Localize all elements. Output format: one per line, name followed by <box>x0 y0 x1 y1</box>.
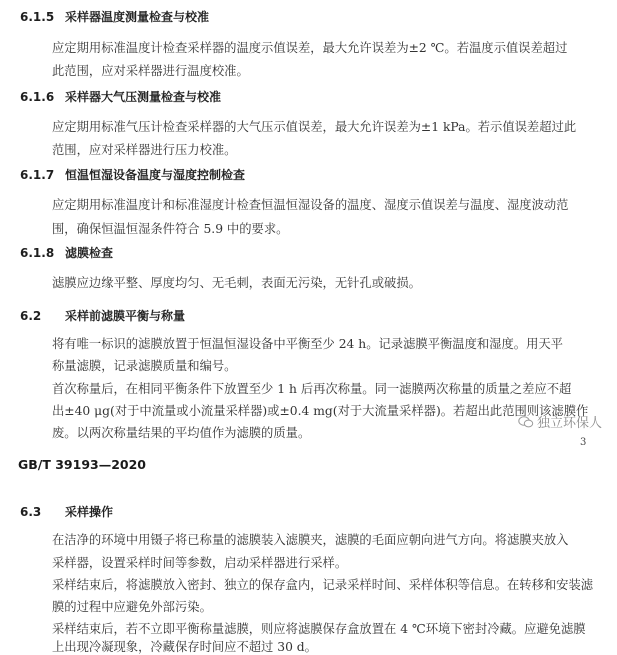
paragraph-line: 应定期用标准温度计和标准湿度计检查恒温恒湿设备的温度、湿度示值误差与温度、湿度波动范 <box>52 198 569 212</box>
paragraph-line: 废。以两次称量结果的平均值作为滤膜的质量。 <box>52 426 311 440</box>
section-title: 滤膜检查 <box>65 246 114 260</box>
paragraph-line: 采样结束后，若不立即平衡称量滤膜，则应将滤膜保存盒放置在 4 ℃环境下密封冷藏。应避免滤膜 <box>52 622 586 636</box>
paragraph-line: 上出现冷凝现象，冷藏保存时间应不超过 30 d。 <box>52 640 317 654</box>
section-title: 采样前滤膜平衡与称量 <box>65 309 186 323</box>
section-heading-6-2 <box>20 307 185 324</box>
paragraph-line: 采样结束后，将滤膜放入密封、独立的保存盒内，记录采样时间、采样体积等信息。在转移和安装滤 <box>52 578 594 592</box>
watermark-text: 独立环保人 <box>537 416 603 431</box>
section-heading-6-1-5 <box>20 8 209 25</box>
paragraph-line: 应定期用标准温度计检查采样器的温度示值误差，最大允许误差为±2 ℃。若温度示值误差超过 <box>52 41 568 55</box>
section-title: 恒温恒湿设备温度与湿度控制检查 <box>65 168 246 182</box>
paragraph-line: 将有唯一标识的滤膜放置于恒温恒湿设备中平衡至少 24 h。记录滤膜平衡温度和湿度。用天平 <box>52 337 563 351</box>
paragraph-line: 首次称量后，在相同平衡条件下放置至少 1 h 后再次称量。同一滤膜两次称量的质量之差应不超 <box>52 382 572 396</box>
page-number: 3 <box>580 437 587 448</box>
paragraph-line: 在洁净的环境中用镊子将已称量的滤膜装入滤膜夹，滤膜的毛面应朝向进气方向。将滤膜夹放入 <box>52 533 569 547</box>
paragraph-line: 滤膜应边缘平整、厚度均匀、无毛刺，表面无污染，无针孔或破损。 <box>52 276 421 290</box>
section-heading-6-1-8 <box>20 244 113 261</box>
section-number: 6.1.6 <box>20 90 55 104</box>
section-title: 采样器大气压测量检查与校准 <box>65 90 222 104</box>
section-number: 6.1.7 <box>20 168 55 182</box>
paragraph-line: 范围，应对采样器进行压力校准。 <box>52 143 237 157</box>
paragraph-line: 膜的过程中应避免外部污染。 <box>52 600 212 614</box>
paragraph-line: 应定期用标准气压计检查采样器的大气压示值误差，最大允许误差为±1 kPa。若示值误差超过此 <box>52 120 577 134</box>
section-number: 6.2 <box>20 309 42 323</box>
section-heading-6-1-7 <box>20 166 245 183</box>
section-heading-6-3 <box>20 503 113 520</box>
paragraph-line: 出±40 μg(对于中流量或小流量采样器)或±0.4 mg(对于大流量采样器)。若超出此范围则该滤膜作 <box>52 404 589 418</box>
section-number: 6.1.8 <box>20 246 55 260</box>
section-number: 6.3 <box>20 505 42 519</box>
watermark <box>518 412 602 431</box>
paragraph-line: 围，确保恒温恒湿条件符合 5.9 中的要求。 <box>52 222 289 236</box>
paragraph-line: 此范围，应对采样器进行温度校准。 <box>52 64 249 78</box>
section-number: 6.1.5 <box>20 10 55 24</box>
paragraph-line: 采样器，设置采样时间等参数，启动采样器进行采样。 <box>52 556 348 570</box>
standard-code: GB/T 39193—2020 <box>18 457 147 472</box>
wechat-icon <box>518 416 534 428</box>
paragraph-line: 称量滤膜，记录滤膜质量和编号。 <box>52 359 237 373</box>
section-title: 采样器温度测量检查与校准 <box>65 10 210 24</box>
section-heading-6-1-6 <box>20 88 221 105</box>
section-title: 采样操作 <box>65 505 114 519</box>
